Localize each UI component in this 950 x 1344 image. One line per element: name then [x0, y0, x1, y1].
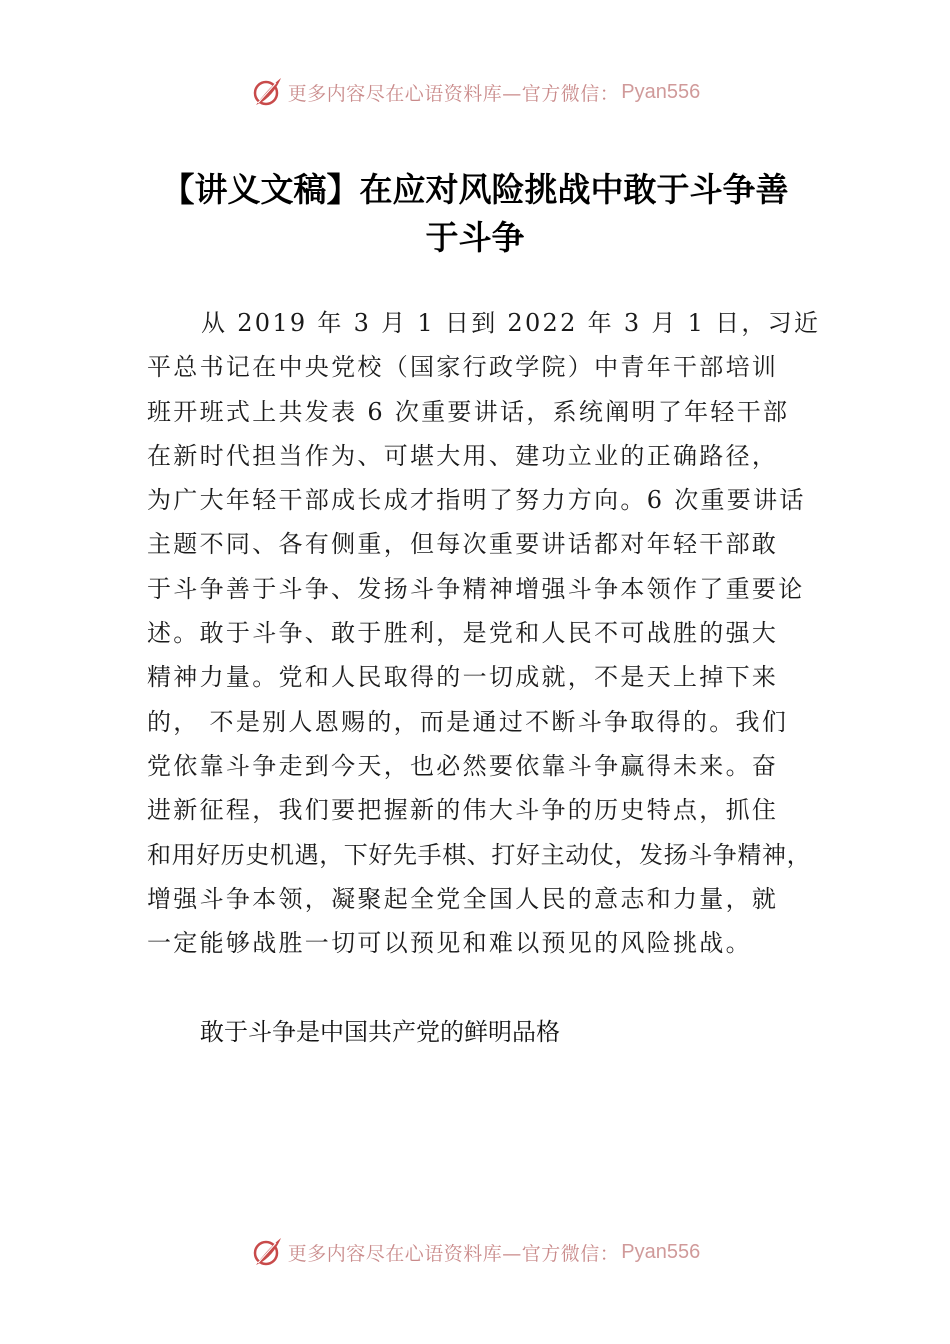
watermark-wechat-id: Pyan556 — [621, 80, 701, 103]
title-line-2: 于斗争 — [425, 218, 525, 257]
body-line: 从 2019 年 3 月 1 日到 2022 年 3 月 1 日，习近 — [201, 309, 821, 337]
body-line: 述。敢于斗争、敢于胜利，是党和人民不可战胜的强大 — [147, 619, 779, 648]
watermark-text: 更多内容尽在心语资料库—官方微信： — [287, 82, 620, 105]
body-line: 党依靠斗争走到今天，也必然要依靠斗争赢得未来。奋 — [147, 751, 779, 780]
body-line: 主题不同、各有侧重，但每次重要讲话都对年轻干部敢 — [147, 530, 779, 559]
body-line: 班开班式上共发表 6 次重要讲话，系统阐明了年轻干部 — [147, 397, 790, 426]
watermark-wechat-id: Pyan556 — [621, 1240, 701, 1263]
watermark-text: 更多内容尽在心语资料库—官方微信： — [287, 1242, 620, 1265]
body-line: 增强斗争本领，凝聚起全党全国人民的意志和力量，就 — [147, 884, 779, 913]
body-line: 和用好历史机遇，下好先手棋、打好主动仗，发扬斗争精神， — [147, 840, 812, 869]
body-line: 平总书记在中央党校（国家行政学院）中青年干部培训 — [147, 353, 779, 382]
body-line: 一定能够战胜一切可以预见和难以预见的风险挑战。 — [147, 929, 752, 958]
body-paragraph — [147, 301, 847, 965]
body-line: 精神力量。党和人民取得的一切成就，不是天上掉下来 — [147, 663, 779, 692]
body-line: 为广大年轻干部成长成才指明了努力方向。6 次重要讲话 — [147, 486, 806, 515]
footer-watermark — [0, 1232, 950, 1272]
feather-quill-logo-icon — [250, 1235, 284, 1269]
body-line: 的， 不是别人恩赐的，而是通过不断斗争取得的。我们 — [147, 707, 789, 736]
section-heading: 敢于斗争是中国共产党的鲜明品格 — [200, 1018, 560, 1046]
feather-quill-logo-icon — [250, 75, 284, 109]
title-line-1: 【讲义文稿】在应对风险挑战中敢于斗争善 — [161, 170, 789, 209]
document-title — [100, 166, 850, 262]
body-line: 在新时代担当作为、可堪大用、建功立业的正确路径， — [147, 441, 779, 470]
body-line: 进新征程，我们要把握新的伟大斗争的历史特点，抓住 — [147, 796, 779, 825]
header-watermark — [0, 72, 950, 112]
body-line: 于斗争善于斗争、发扬斗争精神增强斗争本领作了重要论 — [147, 574, 805, 603]
